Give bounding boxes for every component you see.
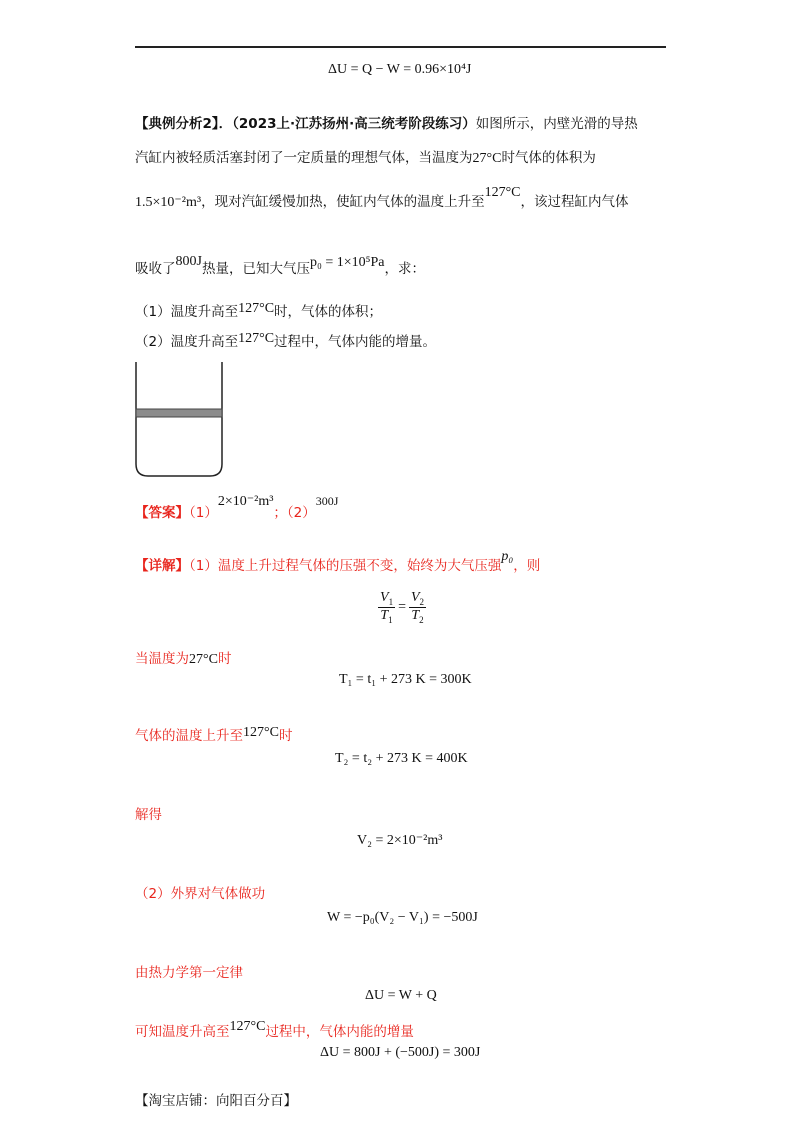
equation-dU: ΔU = W + Q (365, 988, 437, 1003)
detail-text: 气体的温度上升至 (135, 728, 243, 744)
cylinder-diagram (130, 360, 230, 482)
detail-when (135, 647, 231, 668)
answer-text: （1） (189, 505, 218, 521)
problem-line-2 (135, 146, 596, 167)
equation-V2: V₂ = 2×10⁻²m³ (357, 833, 443, 848)
problem-text: ，现对汽缸缓慢加热，使缸内气体的温度上升至 (201, 194, 485, 210)
detail-text: （1）温度上升过程气体的压强不变，始终为大气压强 (189, 558, 502, 574)
answer-line (135, 494, 339, 522)
problem-text: ，求： (384, 261, 426, 277)
equation-final: ΔU = 800J + (−500J) = 300J (320, 1045, 481, 1060)
detail-text: ，则 (513, 558, 541, 574)
question-1 (135, 300, 382, 321)
pressure-value: p₀ = 1×10⁵Pa (309, 255, 385, 270)
problem-line-3 (135, 185, 629, 211)
equation-T1: T₁ = t₁ + 273 K = 300K (339, 672, 472, 687)
problem-line-1 (135, 112, 638, 132)
answer-tag: 【答案】 (135, 505, 189, 521)
problem-text: 如图所示，内壁光滑的导热 (475, 116, 638, 132)
answer-value-1: 2×10⁻²m³ (217, 494, 274, 509)
question-text: （2）温度升高至 (135, 334, 239, 350)
problem-tag: 【典例分析2】 (135, 116, 219, 132)
detail-text: 当温度为 (135, 651, 189, 667)
volume-value: 1.5×10⁻²m³ (135, 195, 202, 210)
question-2 (135, 330, 436, 351)
piston (136, 409, 222, 417)
temp-value: 127°C (238, 301, 275, 316)
pressure-symbol: p₀ (501, 549, 514, 564)
detail-solve: 解得 (135, 807, 162, 823)
question-text: （1）温度升高至 (135, 304, 239, 320)
detail-tag: 【详解】 (135, 558, 189, 574)
heat-value: 800J (175, 254, 202, 269)
question-text: 时，气体的体积； (274, 304, 383, 320)
detail-conclusion (135, 1020, 414, 1041)
top-equation: ΔU = Q − W = 0.96×10⁴J (328, 62, 472, 77)
detail-rise (135, 724, 292, 745)
footer-shop: 【淘宝店铺：向阳百分百】 (135, 1093, 297, 1109)
equation-W: W = −p₀(V₂ − V₁) = −500J (327, 910, 478, 925)
problem-text: ，该过程缸内气体 (520, 194, 629, 210)
question-text: 过程中，气体内能的增量。 (274, 334, 437, 350)
equation-T2: T₂ = t₂ + 273 K = 400K (335, 751, 468, 766)
answer-value-2: 300J (315, 494, 339, 508)
detail-text: 时 (217, 651, 232, 667)
temp-value: 127°C (243, 725, 279, 740)
temp-value: 127°C (484, 185, 521, 200)
charles-law-equation: $\frac{V_1}{T_1}$ = $\frac{V_2}{T_2}$ (380, 590, 425, 625)
answer-text: ；（2） (273, 505, 316, 521)
top-rule (135, 46, 666, 48)
problem-text: 吸收了 (135, 261, 176, 277)
problem-text: 汽缸内被轻质活塞封闭了一定质量的理想气体，当温度为 (135, 150, 473, 166)
problem-text: 时气体的体积为 (501, 150, 596, 166)
problem-text: 热量，已知大气压 (201, 261, 310, 277)
temp-value: 127°C (229, 1019, 266, 1034)
detail-law: 由热力学第一定律 (135, 965, 243, 981)
detail-text: 过程中，气体内能的增量 (265, 1024, 414, 1040)
detail-intro (135, 549, 541, 575)
detail-text: 可知温度升高至 (135, 1024, 230, 1040)
temp-value: 27°C (189, 652, 218, 667)
problem-source: ．（2023上·江苏扬州·高三统考阶段练习） (218, 116, 476, 132)
problem-line-4 (135, 254, 426, 278)
detail-part2: （2）外界对气体做功 (135, 886, 266, 902)
temp-value: 27°C (472, 151, 502, 166)
temp-value: 127°C (238, 331, 275, 346)
detail-text: 时 (278, 728, 293, 744)
